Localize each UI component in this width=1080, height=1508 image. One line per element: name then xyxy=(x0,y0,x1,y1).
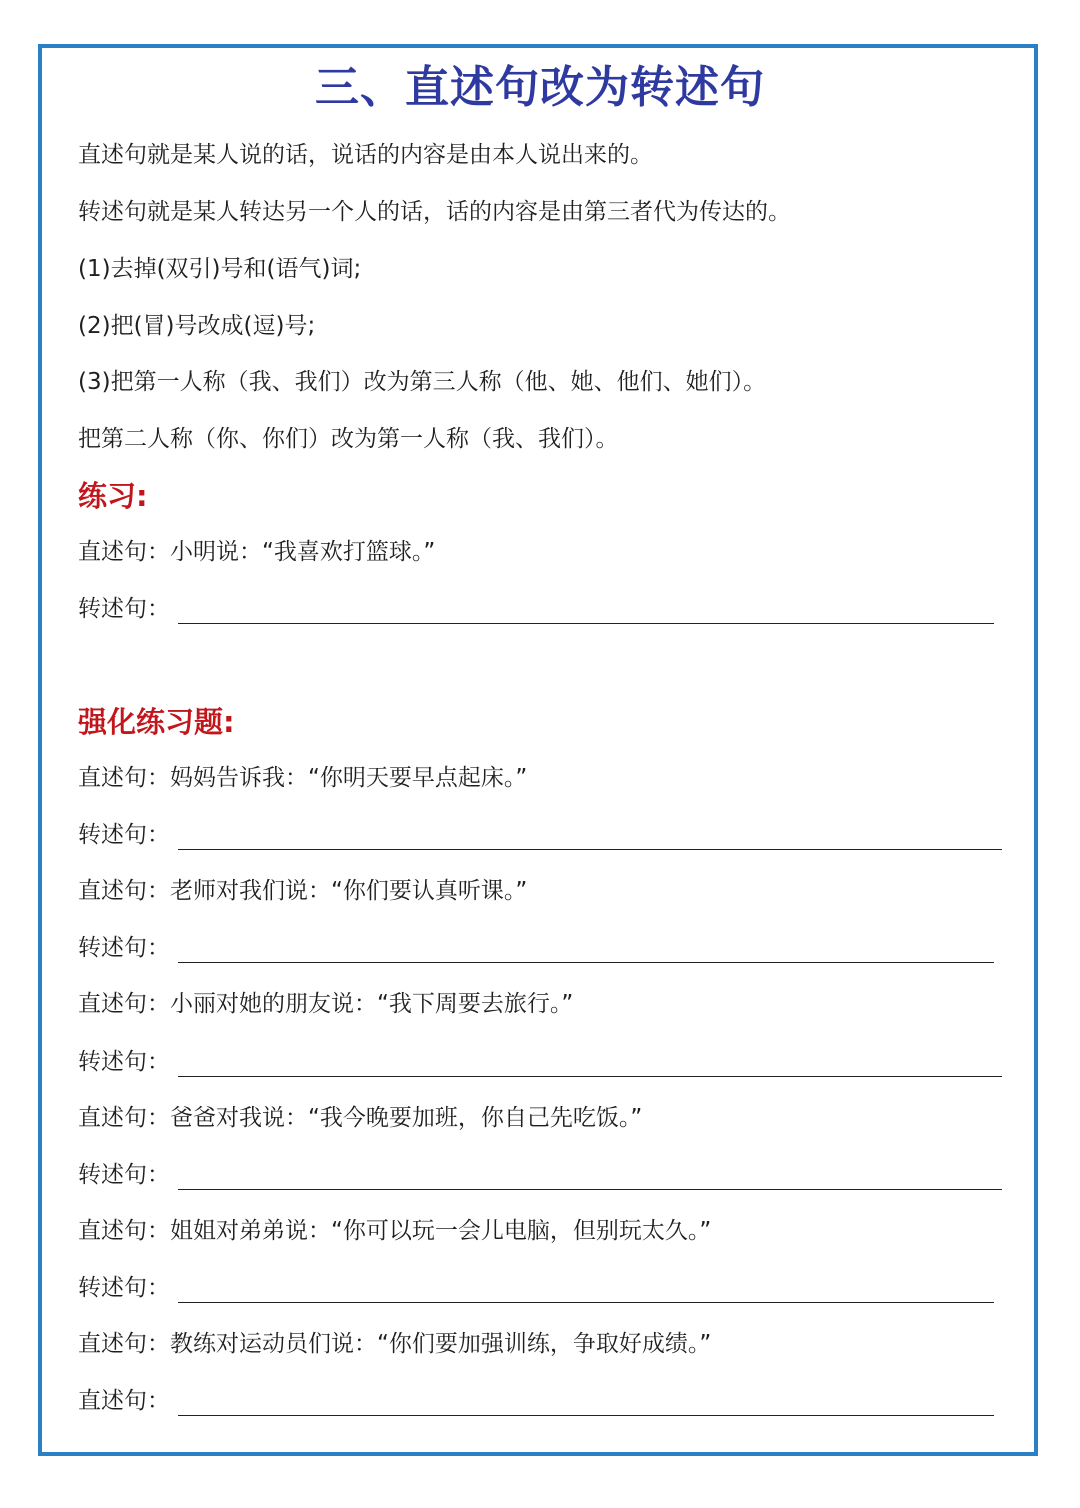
intensive-direct-5: 直述句：姐姐对弟弟说：“你可以玩一会儿电脑，但别玩太久。” xyxy=(78,1218,712,1244)
intensive-direct-1: 直述句：妈妈告诉我：“你明天要早点起床。” xyxy=(78,765,528,791)
answer-label: 转述句： xyxy=(78,596,170,622)
answer-blank[interactable] xyxy=(178,1272,994,1303)
answer-blank[interactable] xyxy=(178,932,994,963)
answer-blank[interactable] xyxy=(178,593,994,624)
intensive-answer-row-3 xyxy=(78,1043,1002,1077)
rule-step-3: (3)把第一人称（我、我们）改为第三人称（他、她、他们、她们）。 xyxy=(78,369,767,395)
intensive-answer-row-2 xyxy=(78,929,994,963)
rule-step-2: (2)把(冒)号改成(逗)号; xyxy=(78,313,316,339)
intensive-answer-row-4 xyxy=(78,1156,1002,1190)
intensive-heading: 强化练习题: xyxy=(78,705,235,739)
practice-direct-sentence: 直述句：小明说：“我喜欢打篮球。” xyxy=(78,539,436,565)
answer-blank[interactable] xyxy=(178,819,1002,850)
answer-label: 转述句： xyxy=(78,935,170,961)
practice-answer-row xyxy=(78,590,994,624)
intensive-answer-row-5 xyxy=(78,1269,994,1303)
answer-label: 转述句： xyxy=(78,1275,170,1301)
intensive-direct-2: 直述句：老师对我们说：“你们要认真听课。” xyxy=(78,878,528,904)
intensive-direct-3: 直述句：小丽对她的朋友说：“我下周要去旅行。” xyxy=(78,991,574,1017)
rule-step-3-cont: 把第二人称（你、你们）改为第一人称（我、我们）。 xyxy=(78,426,619,452)
intensive-direct-6: 直述句：教练对运动员们说：“你们要加强训练，争取好成绩。” xyxy=(78,1331,712,1357)
rule-step-1: (1)去掉(双引)号和(语气)词; xyxy=(78,256,362,282)
answer-blank[interactable] xyxy=(178,1385,994,1416)
page-title: 三、直述句改为转述句 xyxy=(315,62,765,113)
answer-label: 直述句： xyxy=(78,1388,170,1414)
practice-heading: 练习: xyxy=(78,479,148,513)
intensive-answer-row-6 xyxy=(78,1382,994,1416)
intensive-direct-4: 直述句：爸爸对我说：“我今晚要加班，你自己先吃饭。” xyxy=(78,1105,643,1131)
answer-blank[interactable] xyxy=(178,1046,1002,1077)
intensive-answer-row-1 xyxy=(78,816,1002,850)
answer-label: 转述句： xyxy=(78,1049,170,1075)
rule-indirect-definition: 转述句就是某人转达另一个人的话，话的内容是由第三者代为传达的。 xyxy=(78,199,791,225)
rule-direct-definition: 直述句就是某人说的话，说话的内容是由本人说出来的。 xyxy=(78,142,653,168)
answer-label: 转述句： xyxy=(78,1162,170,1188)
answer-label: 转述句： xyxy=(78,822,170,848)
answer-blank[interactable] xyxy=(178,1159,1002,1190)
